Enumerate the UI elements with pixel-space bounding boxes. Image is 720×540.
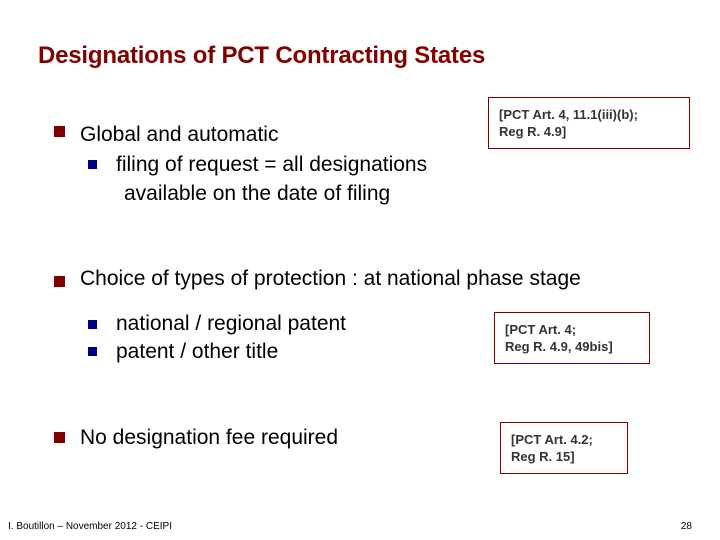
reference-box-2 [494, 312, 650, 364]
bullet-icon [54, 432, 65, 443]
sub-bullet-icon [88, 320, 97, 329]
page-number: 28 [680, 521, 692, 532]
reference-1-line-2: Reg R. 4.9] [499, 124, 567, 139]
reference-box-1 [488, 97, 690, 149]
item-1-subitem-1: filing of request = all designations [116, 153, 428, 176]
reference-2-line-1: [PCT Art. 4; [505, 322, 577, 337]
sub-bullet-icon [88, 347, 97, 356]
reference-3-line-2: Reg R. 15] [511, 449, 575, 464]
bullet-icon [54, 276, 65, 287]
bullet-icon [54, 126, 65, 137]
slide-title: Designations of PCT Contracting States [38, 42, 486, 69]
footer-text: I. Boutillon – November 2012 - CEIPI [8, 521, 172, 532]
item-2-text: Choice of types of protection : at national phase stage [80, 267, 581, 290]
item-2-subitem-2: patent / other title [116, 340, 279, 363]
item-1-text: Global and automatic [80, 123, 279, 146]
sub-bullet-icon [88, 160, 97, 169]
item-1-subitem-2: available on the date of filing [124, 182, 391, 205]
item-3-text: No designation fee required [80, 426, 339, 449]
reference-2-line-2: Reg R. 4.9, 49bis] [505, 339, 613, 354]
item-2-subitem-1: national / regional patent [116, 312, 347, 335]
reference-1-line-1: [PCT Art. 4, 11.1(iii)(b); [499, 107, 638, 122]
reference-3-line-1: [PCT Art. 4.2; [511, 432, 593, 447]
reference-box-3 [500, 422, 628, 474]
